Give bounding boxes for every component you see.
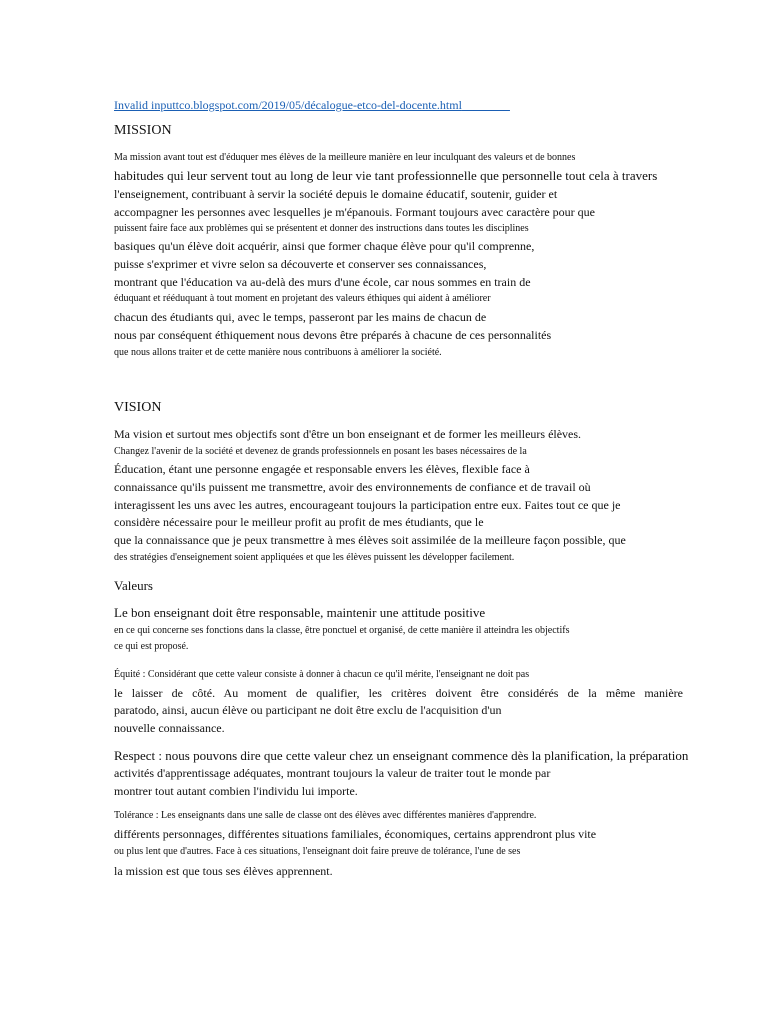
mission-line-7: puisse s'exprimer et vivre selon sa découverte et conserver ses connaissances, <box>114 257 487 271</box>
equite-line-2: le laisser de côté. Au moment de qualifier, les critères doivent être considérés de la même manière <box>114 686 683 700</box>
vision-line-1: Ma vision et surtout mes objectifs sont d'être un bon enseignant et de former les meilleurs élèves. <box>114 427 582 441</box>
mission-line-8: montrant que l'éducation va au-delà des murs d'une école, car nous sommes en train de <box>114 275 531 289</box>
equite-line-1: Équité : Considérant que cette valeur consiste à donner à chacun ce qu'il mérite, l'enseignant ne doit pas <box>114 669 530 680</box>
vision-line-2: Changez l'avenir de la société et devenez de grands professionnels en posant les bases nécessaires de la <box>114 446 527 457</box>
tolerance-line-2: différents personnages, différentes situations familiales, économiques, certains apprendront plus vite <box>114 827 597 841</box>
mission-line-9: éduquant et rééduquant à tout moment en projetant des valeurs éthiques qui aident à améliorer <box>114 293 491 304</box>
respect-line-2: activités d'apprentissage adéquates, montrant toujours la valeur de traiter tout le monde par <box>114 766 551 780</box>
tolerance-line-1: Tolérance : Les enseignants dans une salle de classe ont des élèves avec différentes manières d'apprendre. <box>114 810 537 821</box>
valeurs-intro-line-1: Le bon enseignant doit être responsable, maintenir une attitude positive <box>114 605 486 620</box>
mission-line-10: chacun des étudiants qui, avec le temps, passeront par les mains de chacun de <box>114 310 487 324</box>
mission-line-5: puissent faire face aux problèmes qui se présentent et donner des instructions dans toutes les disciplines <box>114 223 529 234</box>
source-link-line <box>114 97 510 113</box>
mission-line-2: habitudes qui leur servent tout au long de leur vie tant professionnelle que personnelle tout cela à travers <box>114 168 658 183</box>
source-link[interactable]: Invalid inputtco.blogspot.com/2019/05/décalogue-etco-del-docente.html <box>114 98 462 112</box>
mission-line-12: que nous allons traiter et de cette manière nous contribuons à améliorer la société. <box>114 347 442 358</box>
respect-line-1: Respect : nous pouvons dire que cette valeur chez un enseignant commence dès la planification, la préparation <box>114 748 689 763</box>
mission-line-1: Ma mission avant tout est d'éduquer mes élèves de la meilleure manière en leur inculquant des valeurs et de bonnes <box>114 152 576 163</box>
valeurs-heading: Valeurs <box>114 578 153 593</box>
equite-line-3: paratodo, ainsi, aucun élève ou participant ne doit être exclu de l'acquisition d'un <box>114 703 502 717</box>
mission-heading: MISSION <box>114 123 172 138</box>
vision-line-5: interagissent les uns avec les autres, encourageant toujours la participation entre eux. Faites tout ce que je <box>114 498 621 512</box>
vision-line-7: que la connaissance que je peux transmettre à mes élèves soit assimilée de la meilleure façon possible, que <box>114 533 626 547</box>
tolerance-line-4: la mission est que tous ses élèves apprennent. <box>114 864 333 878</box>
mission-line-6: basiques qu'un élève doit acquérir, ainsi que former chaque élève pour qu'il comprenne, <box>114 239 535 253</box>
vision-line-4: connaissance qu'ils puissent me transmettre, avoir des environnements de confiance et de travail où <box>114 480 591 494</box>
vision-heading: VISION <box>114 400 162 415</box>
valeurs-intro-line-2: en ce qui concerne ses fonctions dans la classe, être ponctuel et organisé, de cette manière il atteindra les objectifs <box>114 625 570 636</box>
respect-line-3: montrer tout autant combien l'individu lui importe. <box>114 784 358 798</box>
source-link-trail: ________ <box>461 98 510 112</box>
mission-line-4: accompagner les personnes avec lesquelles je m'épanouis. Formant toujours avec caractère pour que <box>114 205 595 219</box>
equite-line-4: nouvelle connaissance. <box>114 721 225 735</box>
vision-line-3: Éducation, étant une personne engagée et responsable envers les élèves, flexible face à <box>114 462 530 476</box>
valeurs-intro-line-3: ce qui est proposé. <box>114 641 189 652</box>
mission-line-3: l'enseignement, contribuant à servir la société depuis le domaine éducatif, soutenir, guider et <box>114 187 558 201</box>
vision-line-8: des stratégies d'enseignement soient appliquées et que les élèves puissent les développer facilement. <box>114 552 515 563</box>
tolerance-line-3: ou plus lent que d'autres. Face à ces situations, l'enseignant doit faire preuve de tolérance, l'une de ses <box>114 846 521 857</box>
mission-line-11: nous par conséquent éthiquement nous devons être préparés à chacune de ces personnalités <box>114 328 552 342</box>
vision-line-6: considère nécessaire pour le meilleur profit au profit de mes étudiants, que le <box>114 515 484 529</box>
